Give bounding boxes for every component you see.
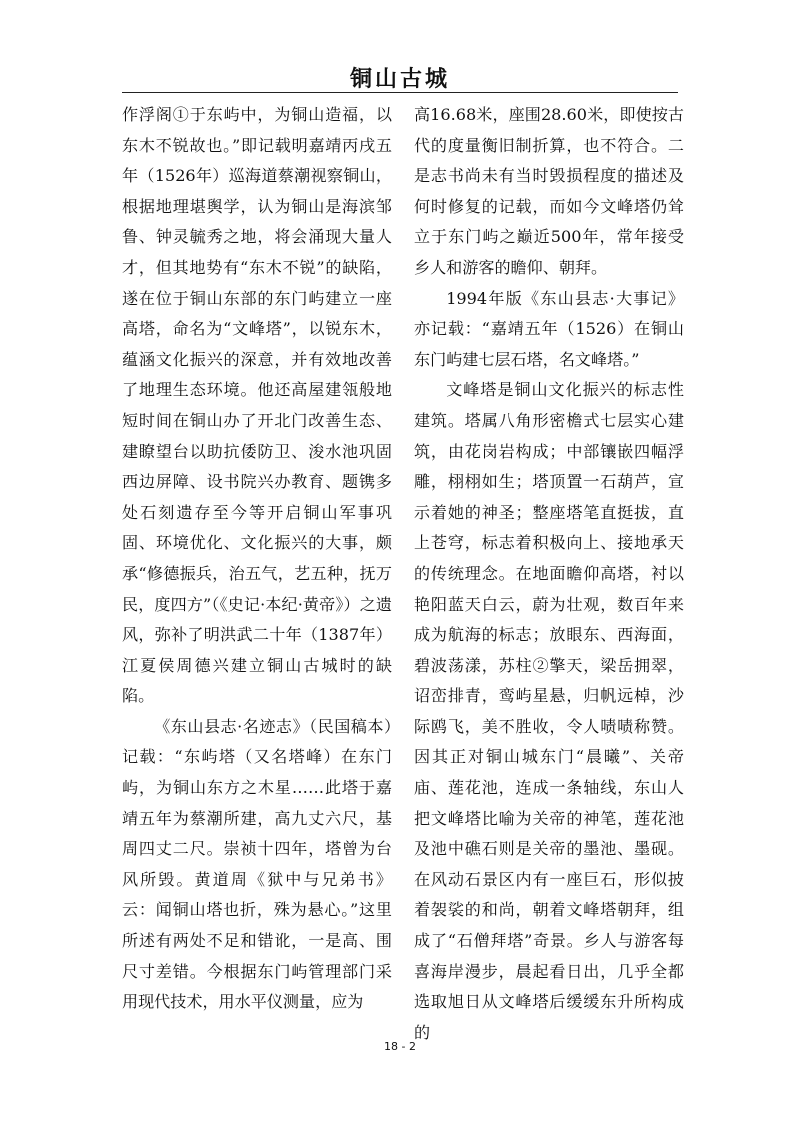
paragraph: 作浮阁①于东屿中，为铜山造福，以东木不锐故也。”即记载明嘉靖丙戌五年（1526年）巡海道蔡潮视察铜山，根据地理堪舆学，认为铜山是海滨邹鲁、钟灵毓秀之地，将会涌现大量人才，但其地势有“东木不锐”的缺陷，遂在位于铜山东部的东门屿建立一座高塔，命名为“文峰塔”，以锐东木，蕴涵文化振兴的深意，并有效地改善了地理生态环境。他还高屋建瓴般地短时间在铜山办了开北门改善生态、建瞭望台以助抗倭防卫、浚水池巩固西边屏障、设书院兴办教育、题镌多处石刻遗存至今等开启铜山军事巩固、环境优化、文化振兴的大事，颇承“修德振兵，治五气，艺五种，抚万民，度四方”（《史记·本纪·黄帝》）之遗风，弥补了明洪武二十年（1387年）江夏侯周德兴建立铜山古城时的缺陷。 [122, 105, 392, 706]
page-number: 18 - 2 [384, 1040, 416, 1053]
header-rule [122, 92, 678, 93]
paragraph: 高16.68米，座围28.60米，即使按古代的度量衡旧制折算，也不符合。二是志书尚未有当时毁损程度的描述及何时修复的记载，而如今文峰塔仍耸立于东门屿之巅近500年，常年接受乡人和游客的瞻仰、朝拜。 [414, 105, 684, 277]
right-column [414, 100, 684, 1048]
paragraph: 1994年版《东山县志·大事记》亦记载：“嘉靖五年（1526）在铜山东门屿建七层石塔，名文峰塔。” [414, 288, 684, 369]
paragraph: 《东山县志·名迹志》（民国稿本）记载：“东屿塔（又名塔峰）在东门屿，为铜山东方之木星……此塔于嘉靖五年为蔡潮所建，高九丈六尺，基周四丈二尺。崇祯十四年，塔曾为台风所毁。黄道周《狱中与兄弟书》云：闻铜山塔也折，殊为悬心。”这里所述有两处不足和错讹，一是高、围尺寸差错。今根据东门屿管理部门采用现代技术，用水平仪测量，应为 [122, 716, 392, 1012]
left-column [122, 100, 392, 1018]
paragraph: 文峰塔是铜山文化振兴的标志性建筑。塔属八角形密檐式七层实心建筑，由花岗岩构成；中部镶嵌四幅浮雕，栩栩如生；塔顶置一石葫芦，宣示着她的神圣；整座塔笔直挺拔，直上苍穹，标志着积极向上、接地承天的传统理念。在地面瞻仰高塔，衬以艳阳蓝天白云，蔚为壮观，数百年来成为航海的标志；放眼东、西海面，碧波荡漾，苏柱②擎天，梁岳拥翠，诏峦排青，鸾屿星悬，归帆远棹，沙际鸥飞，美不胜收，令人啧啧称赞。因其正对铜山城东门“晨曦”、关帝庙、莲花池，连成一条轴线，东山人把文峰塔比喻为关帝的神笔，莲花池及池中礁石则是关帝的墨池、墨砚。在风动石景区内有一座巨石，形似披着袈裟的和尚，朝着文峰塔朝拜，组成了“石僧拜塔”奇景。乡人与游客每喜海岸漫步，晨起看日出，几乎全都选取旭日从文峰塔后缓缓东升所构成的 [414, 380, 684, 1042]
page-header-title: 铜山古城 [349, 66, 450, 92]
